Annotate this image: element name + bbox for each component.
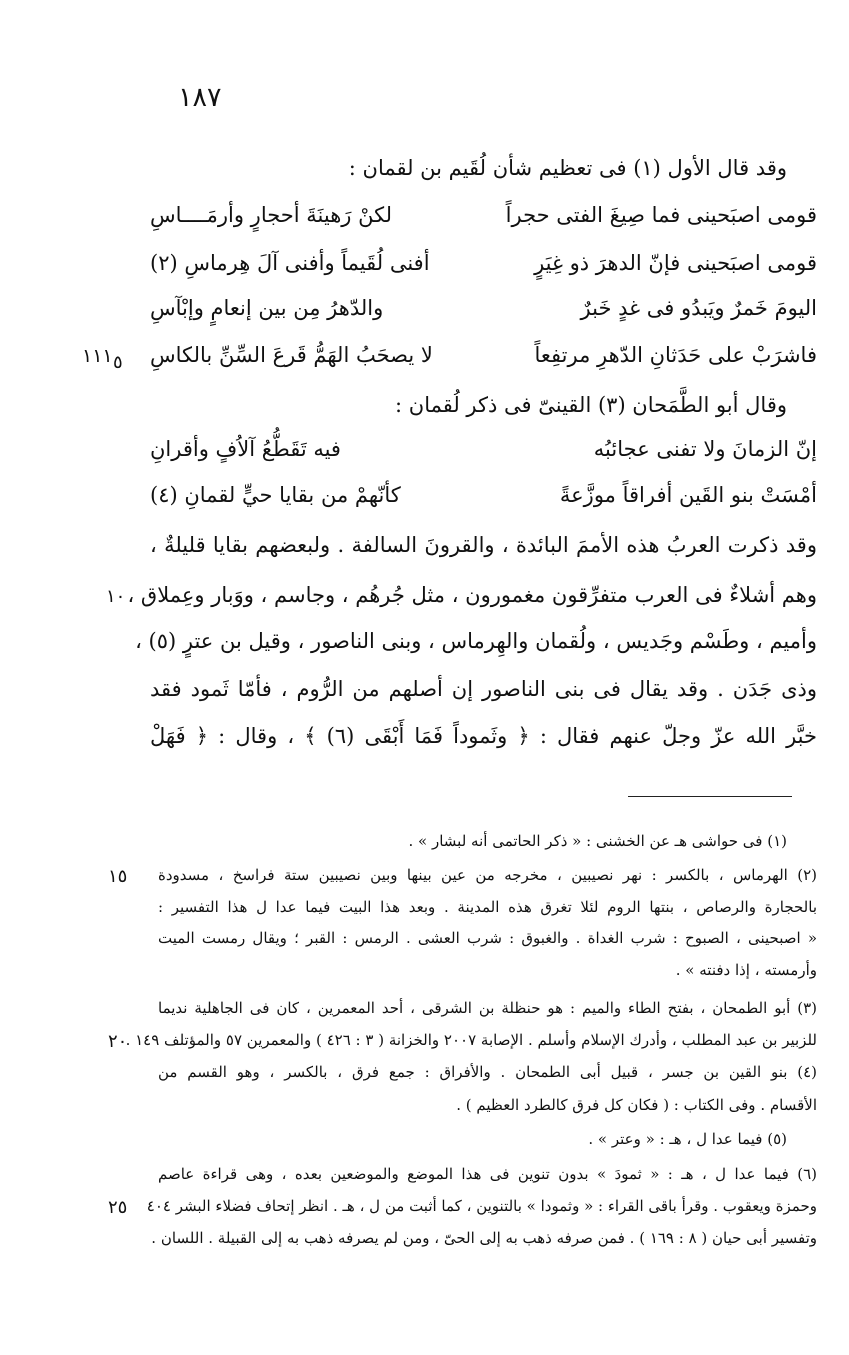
- verse-line: [150, 343, 817, 373]
- footnote-line: (٦) فيما عدا ل ، هـ : « ثمودَ » بدون تنوين فى هذا الموضع والموضعين بعده ، وهى قراءة عاصم: [158, 1165, 817, 1183]
- verse-hemistich-second: لا يصحَبُ الهَمُّ قَرعَ السِّنِّ بالكاسِ: [150, 343, 433, 367]
- intro-line-2: وقال أبو الطَّمَحان (٣) القينىّ فى ذكر لُقمان :: [395, 393, 787, 417]
- footnote-line: للزبير بن عبد المطلب ، وأدرك الإسلام وأسلم . الإصابة ٢٠٠٧ والخزانة ( ٣ : ٤٢٦ ) والمعمرين ٥٧ والمؤتلف ١٤٩ .: [125, 1031, 817, 1049]
- footnote-line: (٥) فيما عدا ل ، هـ : « وعتر » .: [588, 1130, 787, 1148]
- verse-hemistich-first: قومى اصبَحينى فإنّ الدهرَ ذو غِيَرٍ: [534, 251, 817, 275]
- footnote-line: بالحجارة والرصاص ، بنتها الروم لئلا تغرق هذه المدينة . وبعد هذا البيت فيما عدا ل هذا التفسير :: [158, 898, 817, 916]
- footnote-line: وأرمسته ، إذا دفنته » .: [675, 961, 817, 979]
- intro-line-1: وقد قال الأول (١) فى تعظيم شأن لُقَيم بن لقمان :: [348, 156, 787, 180]
- verse-hemistich-second: لكنْ رَهينَةَ أحجارٍ وأرمَــــاسِ: [150, 203, 393, 227]
- verse-hemistich-first: إنّ الزمانَ ولا تفنى عجائبُه: [593, 437, 817, 461]
- verse-hemistich-first: فاشرَبْ على حَدَثانِ الدّهرِ مرتفِعاً: [534, 343, 817, 367]
- footnote-line: (٣) أبو الطمحان ، بفتح الطاء والميم : هو حنظلة بن الشرقى ، أحد المعمرين ، كان فى الجاهلية نديما: [158, 999, 817, 1017]
- margin-marker: ١١١: [82, 345, 113, 367]
- verse-line: [150, 437, 817, 467]
- prose-line: وهم أشلاءٌ فى العرب متفرِّقون مغمورون ، مثل جُرهُم ، وجاسم ، ووَبار وعِملاق ،: [127, 583, 817, 607]
- prose-line: وقد ذكرت العربُ هذه الأممَ البائدة ، والقرونَ السالفة . ولبعضهم بقايا قليلةٌ ،: [150, 533, 817, 557]
- verse-line: [150, 203, 817, 233]
- page-number: ١٨٧: [178, 82, 222, 113]
- footnote-line: (١) فى حواشى هـ عن الخشنى : « ذكر الحاتمى أنه لبشار » .: [408, 832, 787, 850]
- prose-line: وذى جَدَن . وقد يقال فى بنى الناصور إن أصلهم من الرُّوم ، فأمّا ثَمود فقد: [150, 677, 817, 701]
- verse-hemistich-second: كأنّهمْ من بقايا حيٍّ لقمانِ (٤): [150, 483, 401, 507]
- footnote-line: (٤) بنو القين بن جسر ، قبيل أبى الطمحان . والأفراق : جمع فرق ، بالكسر ، وهو القسم من: [158, 1063, 817, 1081]
- verse-hemistich-second: فيه تَقَطُّعُ آلاُفٍ وأقرانِ: [150, 437, 341, 461]
- verse-hemistich-first: أمْسَتْ بنو القَين أفراقاً موزَّعةً: [559, 483, 817, 507]
- verse-line: [150, 296, 817, 326]
- line-number: ٥: [113, 352, 123, 373]
- verse-hemistich-second: والدّهرُ مِن بين إنعامٍ وإبْآسِ: [150, 296, 384, 320]
- prose-line: خبَّر الله عزّ وجلّ عنهم فقال : ﴿ وثَموداً فَمَا أَبْقَى (٦) ﴾ ، وقال : ﴿ فَهَلْ: [150, 724, 817, 748]
- footnote-separator: [628, 796, 792, 797]
- verse-hemistich-first: قومى اصبَحينى فما صِيغَ الفتى حجراً: [505, 203, 817, 227]
- line-number: ٢٠: [108, 1031, 128, 1052]
- verse-hemistich-second: أفنى لُقَيماً وأفنى آلَ هِرماسِ (٢): [150, 251, 430, 275]
- line-number: ١٠: [106, 586, 126, 607]
- prose-line: وأميم ، وطَسْم وجَديس ، ولُقمان والهِرماس ، وبنى الناصور ، وقيل بن عترٍ (٥) ،: [135, 629, 817, 653]
- footnote-line: (٢) الهرماس ، بالكسر : نهر نصيبين ، مخرجه من عين بينها وبين نصيبين ستة فراسخ ، مسدودة: [158, 866, 817, 884]
- footnote-line: وحمزة ويعقوب . وقرأ باقى القراء : « وثمودا » بالتنوين ، كما أثبت من ل ، هـ . انظر إتحاف فضلاء البشر ٤٠٤: [146, 1197, 817, 1215]
- footnote-line: الأقسام . وفى الكتاب : ( فكان كل فرق كالطرد العظيم ) .: [456, 1096, 817, 1114]
- verse-line: [150, 483, 817, 513]
- verse-line: [150, 251, 817, 281]
- line-number: ٢٥: [108, 1197, 128, 1218]
- footnote-line: « اصبحينى ، الصبوح : شرب الغداة . والغبوق : شرب العشى . الرمس : القبر ؛ ويقال رمست الميت: [158, 929, 817, 947]
- footnote-line: وتفسير أبى حيان ( ٨ : ١٦٩ ) . فمن صرفه ذهب به إلى الحىّ ، ومن لم يصرفه ذهب به إلى القبيلة . اللسان .: [151, 1229, 817, 1247]
- verse-hemistich-first: اليومَ خَمرٌ ويَبدُو فى غدٍ خَبرٌ: [580, 296, 817, 320]
- line-number: ١٥: [108, 866, 128, 887]
